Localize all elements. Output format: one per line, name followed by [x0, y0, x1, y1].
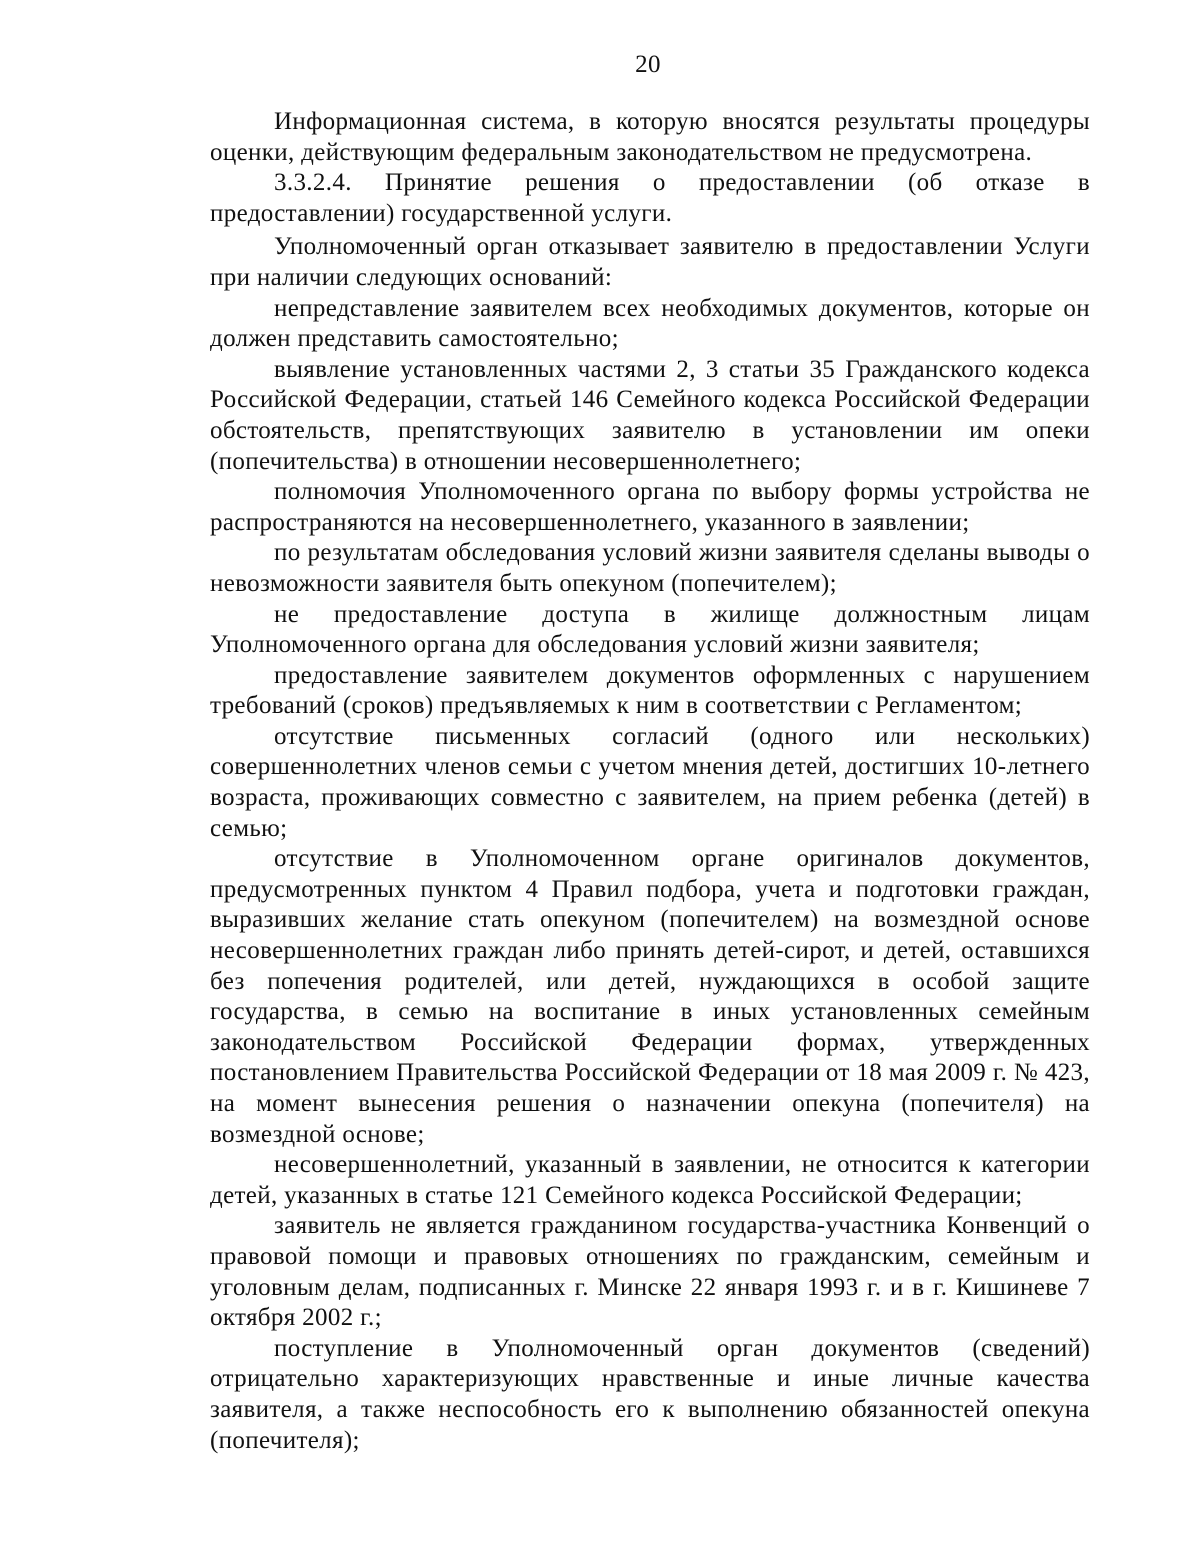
paragraph-ground-no-access: не предоставление доступа в жилище должностным лицам Уполномоченного органа для обследования условий жизни заявителя;: [210, 600, 1090, 659]
paragraph-section-heading: 3.3.2.4. Принятие решения о предоставлении (об отказе в предоставлении) государственной услуги.: [210, 169, 1090, 227]
paragraph-ground-no-originals: отсутствие в Уполномоченном органе оригиналов документов, предусмотренных пунктом 4 Правил подбора, учета и подготовки граждан, выразивших желание стать опекуном (попечителем) на возмездной основе несовершеннолетних граждан либо принять детей-сирот, и детей, оставшихся без попечения родителей, или детей, нуждающихся в особой защите государства, в семью на воспитание в иных установленных семейным законодательством Российской Федерации формах, утвержденных постановлением Правительства Российской Федерации от 18 мая 2009 г. № 423, на момент вынесения решения о назначении опекуна (попечителя) на возмездной основе;: [210, 845, 1090, 1148]
paragraph-ground-negative-characteristics: поступление в Уполномоченный орган документов (сведений) отрицательно характеризующих нравственные и иные личные качества заявителя, а также неспособность его к выполнению обязанностей опекуна (попечителя);: [210, 1334, 1090, 1454]
paragraph-ground-no-family-consent: отсутствие письменных согласий (одного или нескольких) совершеннолетних членов семьи с учетом мнения детей, достигших 10-летнего возраста, проживающих совместно с заявителем, на прием ребенка (детей) в семью;: [210, 722, 1090, 842]
paragraph-ground-inspection-results: по результатам обследования условий жизни заявителя сделаны выводы о невозможности заявителя быть опекуном (попечителем);: [210, 539, 1090, 597]
paragraph-information-system: Информационная система, в которую вносятся результаты процедуры оценки, действующим федеральным законодательством не предусмотрена.: [210, 108, 1090, 166]
paragraph-ground-convention: заявитель не является гражданином государства-участника Конвенций о правовой помощи и правовых отношениях по гражданским, семейным и уголовным делам, подписанных г. Минске 22 января 1993 г. и в г. Кишиневе 7 октября 2002 г.;: [210, 1212, 1090, 1332]
paragraph-ground-civil-code: выявление установленных частями 2, 3 статьи 35 Гражданского кодекса Российской Федерации, статьей 146 Семейного кодекса Российской Федерации обстоятельств, препятствующих заявителю в установлении им опеки (попечительства) в отношении несовершеннолетнего;: [210, 355, 1090, 475]
page-number: 20: [635, 51, 661, 78]
paragraph-ground-document-violations: предоставление заявителем документов оформленных с нарушением требований (сроков) предъявляемых к ним в соответствии с Регламентом;: [210, 661, 1090, 720]
paragraph-ground-authority-scope: полномочия Уполномоченного органа по выбору формы устройства не распространяются на несовершеннолетнего, указанного в заявлении;: [210, 478, 1090, 536]
paragraph-ground-category: несовершеннолетний, указанный в заявлении, не относится к категории детей, указанных в статье 121 Семейного кодекса Российской Федерации;: [210, 1151, 1090, 1209]
paragraph-ground-missing-documents: непредставление заявителем всех необходимых документов, которые он должен представить самостоятельно;: [210, 294, 1090, 353]
paragraph-refusal-intro: Уполномоченный орган отказывает заявителю в предоставлении Услуги при наличии следующих оснований:: [210, 233, 1090, 291]
document-body: [210, 107, 1090, 1456]
